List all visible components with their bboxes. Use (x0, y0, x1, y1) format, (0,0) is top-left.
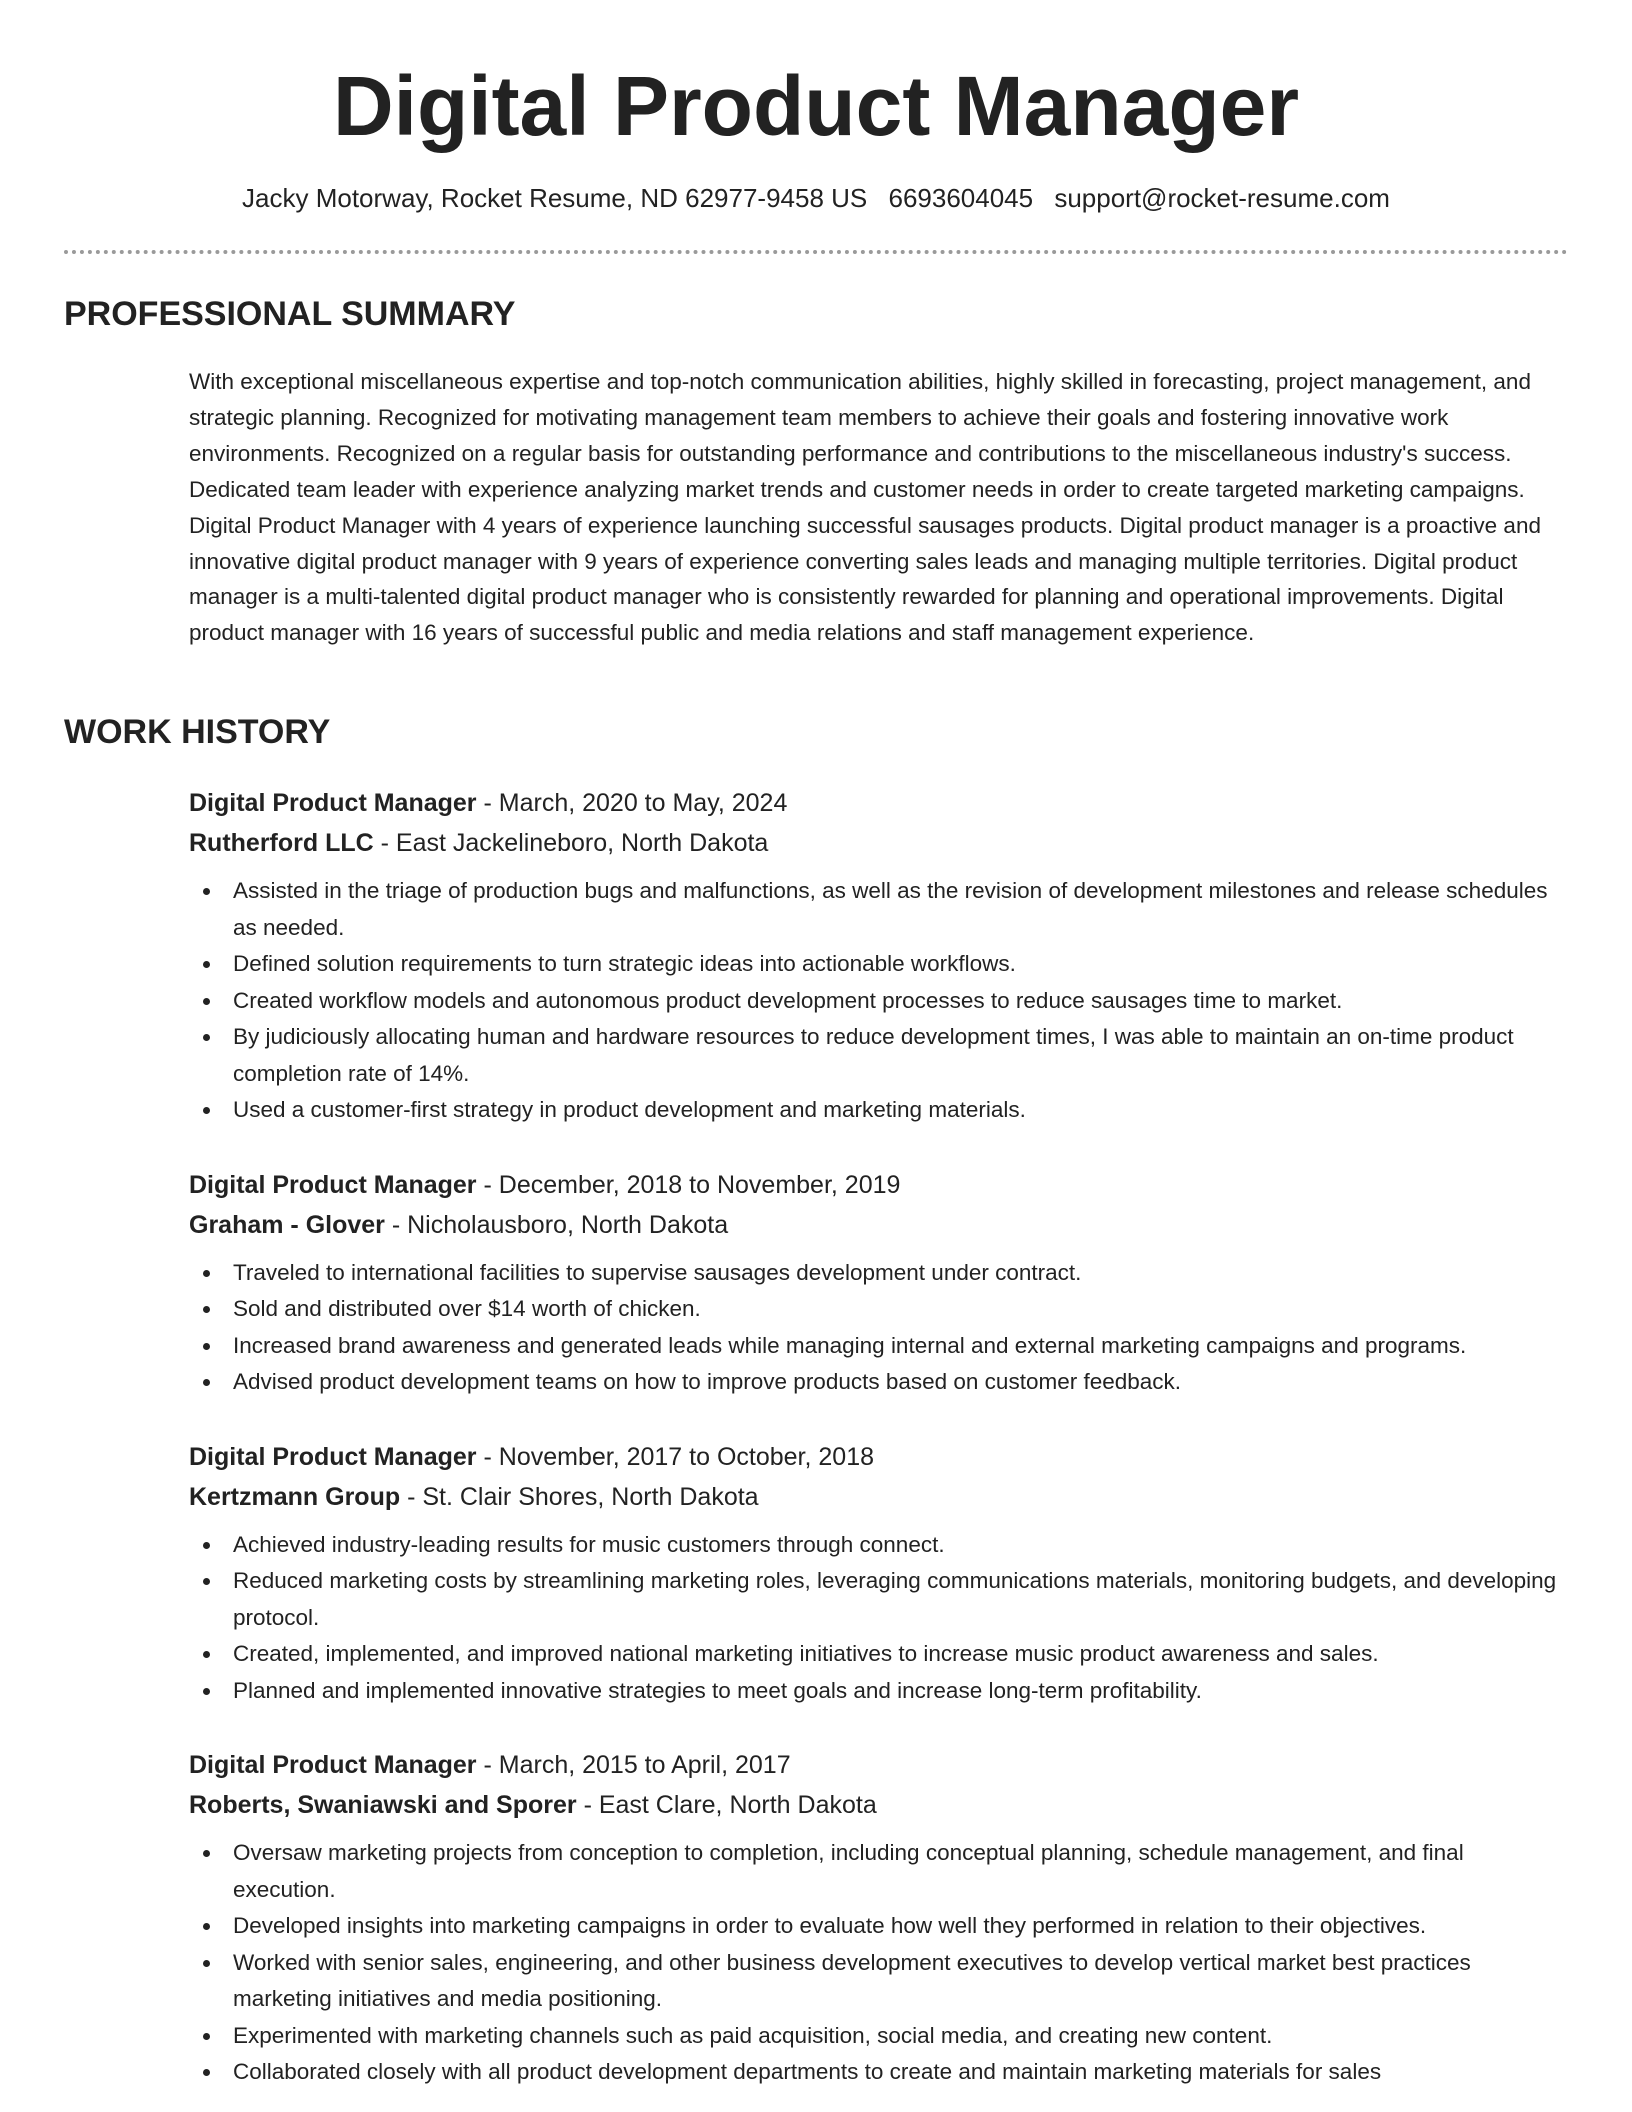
work-history-list (189, 783, 1569, 2112)
job-bullet: Increased brand awareness and generated leads while managing internal and external marketing campaigns and programs. (233, 1328, 1569, 1365)
resume-title: Digital Product Manager (332, 59, 1300, 153)
job-bullet: Assisted in the triage of production bugs and malfunctions, as well as the revision of development milestones and release schedules as needed. (233, 873, 1569, 946)
job-bullets (189, 1255, 1569, 1401)
job-bullet: Planned and implemented innovative strategies to meet goals and increase long-term profitability. (233, 1673, 1569, 1710)
job-dates: - December, 2018 to November, 2019 (476, 1170, 901, 1199)
job-bullet: Collaborated closely with all product development departments to create and maintain marketing materials for sales (233, 2054, 1569, 2091)
contact-line (0, 180, 1632, 216)
job-bullet: Advised product development teams on how to improve products based on customer feedback. (233, 1364, 1569, 1401)
job-bullet: Created, implemented, and improved national marketing initiatives to increase music product awareness and sales. (233, 1636, 1569, 1673)
job-role: Digital Product Manager (189, 1170, 477, 1199)
job-company-line (189, 1785, 1569, 1825)
header-divider (64, 250, 1568, 254)
job-company: Graham - Glover (189, 1210, 385, 1239)
job-bullet: Developed insights into marketing campaigns in order to evaluate how well they performed in relation to their objectives. (233, 1908, 1569, 1945)
job-role: Digital Product Manager (189, 1751, 477, 1779)
job-title-line (189, 783, 1569, 823)
job-title-line (189, 1745, 1569, 1785)
job-role: Digital Product Manager (189, 789, 477, 817)
job-entry (189, 1437, 1569, 1710)
job-bullet: Worked with senior sales, engineering, and other business development executives to develop vertical market best practices marketing initiatives and media positioning. (233, 1945, 1569, 2018)
work-history-heading: WORK HISTORY (64, 713, 331, 751)
job-bullet: Sold and distributed over $14 worth of chicken. (233, 1291, 1569, 1328)
job-bullet: Traveled to international facilities to supervise sausages development under contract. (233, 1255, 1569, 1292)
contact-phone: 6693604045 (888, 183, 1034, 213)
job-entry (189, 1745, 1569, 2091)
summary-heading: PROFESSIONAL SUMMARY (64, 295, 516, 333)
job-location: - St. Clair Shores, North Dakota (400, 1482, 759, 1511)
job-company-line (189, 823, 1569, 863)
job-bullet: Used a customer-first strategy in product development and marketing materials. (233, 1092, 1569, 1129)
job-bullets (189, 1835, 1569, 2091)
job-role: Digital Product Manager (189, 1442, 477, 1471)
job-company-line (189, 1205, 1569, 1245)
job-bullets (189, 873, 1569, 1129)
job-dates: - November, 2017 to October, 2018 (476, 1442, 875, 1471)
contact-email: support@rocket-resume.com (1054, 183, 1390, 213)
job-location: - Nicholausboro, North Dakota (384, 1210, 729, 1239)
job-bullet: Achieved industry-leading results for music customers through connect. (233, 1527, 1569, 1564)
job-company-line (189, 1477, 1569, 1517)
job-bullet: Oversaw marketing projects from conception to completion, including conceptual planning, schedule management, and final execution. (233, 1835, 1569, 1908)
job-bullet: Defined solution requirements to turn strategic ideas into actionable workflows. (233, 946, 1569, 983)
job-bullet: Created workflow models and autonomous product development processes to reduce sausages time to market. (233, 983, 1569, 1020)
job-bullets (189, 1527, 1569, 1710)
contact-address: Jacky Motorway, Rocket Resume, ND 62977-9458 US (242, 183, 868, 213)
job-bullet: Reduced marketing costs by streamlining marketing roles, leveraging communications materials, monitoring budgets, and developing protocol. (233, 1563, 1569, 1636)
job-bullet: Experimented with marketing channels such as paid acquisition, social media, and creating new content. (233, 2018, 1569, 2055)
job-title-line (189, 1437, 1569, 1477)
job-entry (189, 783, 1569, 1129)
job-title-line (189, 1165, 1569, 1205)
job-location: - East Jackelineboro, North Dakota (373, 829, 769, 857)
job-company: Rutherford LLC (189, 829, 374, 857)
job-entry (189, 1165, 1569, 1401)
job-dates: - March, 2015 to April, 2017 (476, 1751, 791, 1779)
job-company: Roberts, Swaniawski and Sporer (189, 1791, 577, 1819)
job-dates: - March, 2020 to May, 2024 (476, 789, 788, 817)
job-company: Kertzmann Group (189, 1482, 401, 1511)
job-location: - East Clare, North Dakota (576, 1791, 877, 1819)
summary-text: With exceptional miscellaneous expertise and top-notch communication abilities, highly skilled in forecasting, project management, and strategic planning. Recognized for motivating management team members to achieve their goals and fostering innovative work environments. Recognized on a regular basis for outstanding performance and contributions to the miscellaneous industry's success. Dedicated team leader with experience analyzing market trends and customer needs in order to create targeted marketing campaigns. Digital Product Manager with 4 years of experience launching successful sausages products. Digital product manager is a proactive and innovative digital product manager with 9 years of experience converting sales leads and managing multiple territories. Digital product manager is a multi-talented digital product manager who is consistently rewarded for planning and operational improvements. Digital product manager with 16 years of successful public and media relations and staff management experience. (189, 369, 1541, 646)
job-bullet: By judiciously allocating human and hardware resources to reduce development times, I was able to maintain an on-time product completion rate of 14%. (233, 1019, 1569, 1092)
